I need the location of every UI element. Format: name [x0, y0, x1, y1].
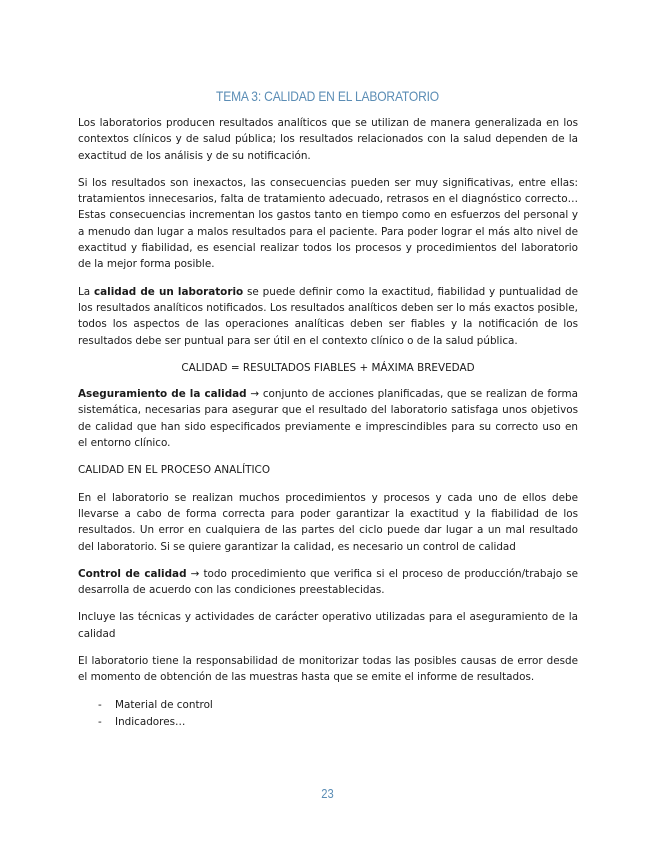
paragraph-text: se puede definir como la exactitud, fiabilidad y puntualidad de los resultados analíticos notificados. Los resultados analíticos deben ser lo más exactos posible, todos los aspectos de las operaciones analíticas deben ser fiables y la notificación de los resultados debe ser puntual para ser útil en el contexto clínico o de la salud pública. — [78, 285, 578, 347]
document-body — [78, 115, 578, 731]
list-item — [98, 714, 578, 731]
list-item-text: Material de control — [115, 698, 213, 711]
page-number: 23 — [321, 786, 334, 801]
quality-assurance-paragraph — [78, 386, 578, 451]
responsibility-paragraph: El laboratorio tiene la responsabilidad de monitorizar todas las posibles causas de error desde el momento de obtención de las muestras hasta que se emite el informe de resultados. — [78, 655, 578, 684]
techniques-paragraph: Incluye las técnicas y actividades de carácter operativo utilizadas para el aseguramiento de la calidad — [78, 611, 578, 640]
consequences-paragraph: Si los resultados son inexactos, las consecuencias pueden ser muy significativas, entre ellas: tratamientos innecesarios, falta de tratamiento adecuado, retrasos en el diagnóstico correcto… Estas consecuencias incrementan los gastos tanto en tiempo como en esfuerzos del personal y a menudo dan lugar a malos resultados para el paciente. Para poder lograr el más alto nivel de exactitud y fiabilidad, es esencial realizar todos los procesos y procedimientos del laboratorio de la mejor forma posible. — [78, 176, 578, 271]
bold-term: Control de calidad — [78, 567, 187, 580]
quality-formula: CALIDAD = RESULTADOS FIABLES + MÁXIMA BREVEDAD — [181, 361, 475, 374]
bullet-list — [78, 697, 578, 731]
page-title: TEMA 3: CALIDAD EN EL LABORATORIO — [216, 88, 439, 104]
list-item-text: Indicadores… — [115, 715, 186, 728]
dash-bullet: - — [98, 698, 102, 711]
paragraph-text: La — [78, 285, 94, 298]
bold-term: calidad de un laboratorio — [94, 285, 244, 298]
intro-paragraph: Los laboratorios producen resultados analíticos que se utilizan de manera generalizada en los contextos clínicos y de salud pública; los resultados relacionados con la salud dependen de la exactitud de los análisis y de su notificación. — [78, 117, 578, 162]
analytic-process-paragraph: En el laboratorio se realizan muchos procedimientos y procesos y cada uno de ellos debe llevarse a cabo de forma correcta para poder garantizar la exactitud y la fiabilidad de los resultados. Un error en cualquiera de las partes del ciclo puede dar lugar a un mal resultado del laboratorio. Si se quiere garantizar la calidad, es necesario un control de calidad — [78, 491, 578, 553]
quality-definition-paragraph — [78, 284, 578, 349]
paragraph-text: → todo procedimiento que verifica si el proceso de producción/trabajo se desarrolla de acuerdo con las condiciones preestablecidas. — [78, 567, 578, 597]
quality-control-paragraph — [78, 566, 578, 599]
paragraph-text: → conjunto de acciones planificadas, que se realizan de forma sistemática, necesarias para asegurar que el resultado del laboratorio satisfaga unos objetivos de calidad que han sido especificados previamente e imprescindibles para su correcto uso en el entorno clínico. — [78, 388, 578, 450]
bold-term: Aseguramiento de la calidad — [78, 388, 247, 401]
dash-bullet: - — [98, 715, 102, 728]
section-heading: CALIDAD EN EL PROCESO ANALÍTICO — [78, 464, 270, 477]
list-item — [98, 697, 578, 714]
